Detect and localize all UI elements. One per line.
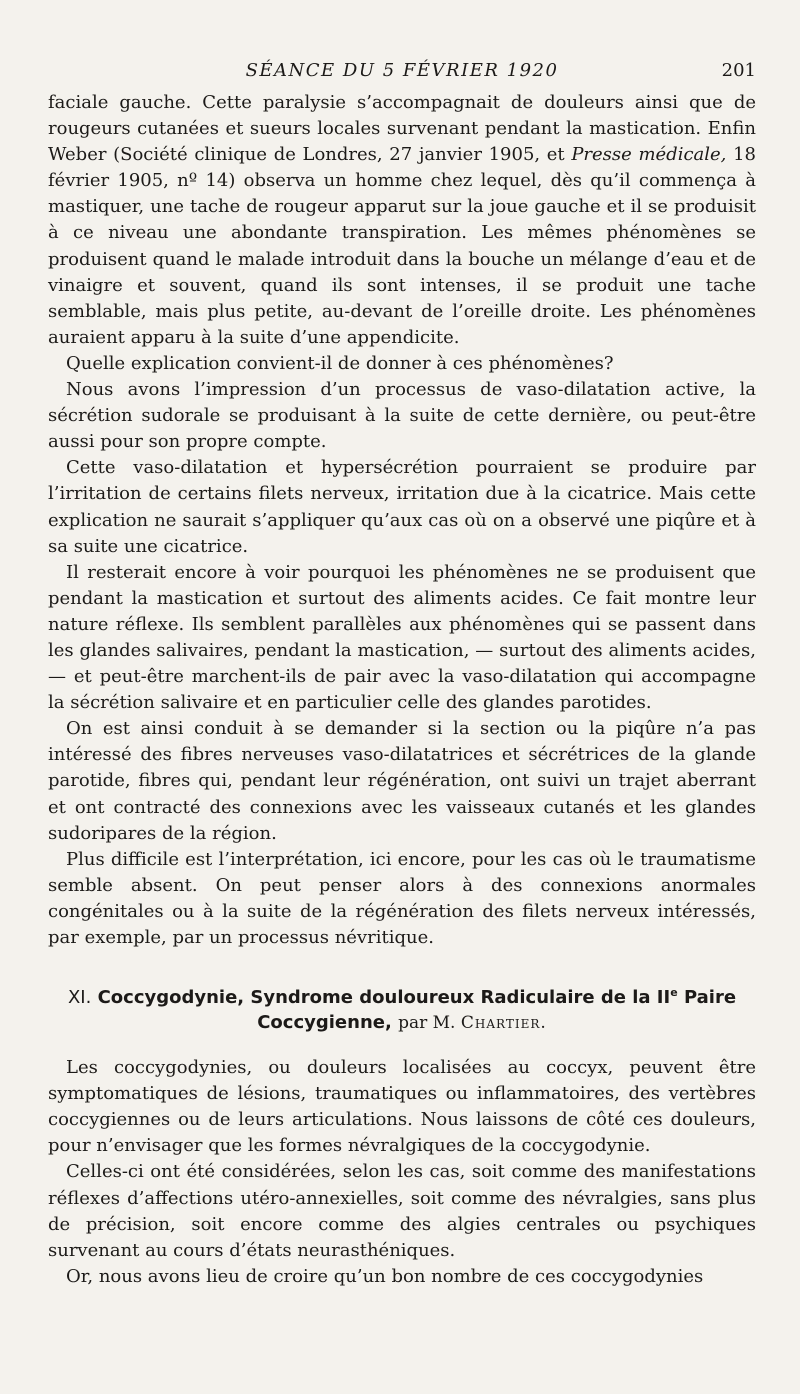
section-title-part1: Coccygodynie, Syndrome douloureux Radiculaire de la II: [97, 987, 671, 1009]
paragraph: Quelle explication convient-il de donner à ces phénomènes?: [66, 352, 614, 374]
journal-title: Presse médicale,: [571, 144, 727, 166]
paragraph: Nous avons l’impression d’un processus de vaso-dilatation active, la sécrétion sudorale se produisant à la suite de cette dernière, ou peut-être aussi pour son propre compte.: [48, 379, 756, 453]
page-number: 201: [721, 60, 756, 81]
paragraph: Plus difficile est l’interprétation, ici encore, pour les cas où le traumatisme semble absent. On peut penser alors à des connexions anormales congénitales ou à la suite de la régénération des filets nerveux intéressés, par exemple, par un processus névritique.: [48, 848, 756, 948]
paragraph: [48, 90, 756, 351]
body-text: [48, 90, 756, 1290]
paragraph-text: 18 février 1905, nº 14) observa un homme chez lequel, dès qu’il commença à mastiquer, une tache de rougeur apparut sur la joue gauche et il se produisit à ce niveau une abondante transpiration. Les mêmes phénomènes se produisent quand le malade introduit dans la bouche un mélange d’eau et de vinaigre et souvent, quand ils sont intenses, il se produit une tache semblable, mais plus petite, au-devant de l’oreille droite. Les phénomènes auraient apparu à la suite d’une appendicite.: [48, 144, 756, 348]
section-heading: [48, 985, 756, 1036]
paragraph: On est ainsi conduit à se demander si la section ou la piqûre n’a pas intéressé des fibres nerveuses vaso-dilatatrices et sécrétrices de la glande parotide, fibres qui, pendant leur régénération, ont suivi un trajet aberrant et ont contracté des connexions avec les vaisseaux cutanés et les glandes sudoripares de la région.: [48, 718, 756, 844]
paragraph: Cette vaso-dilatation et hypersécrétion pourraient se produire par l’irritation de certains filets nerveux, irritation due à la cicatrice. Mais cette explication ne saurait s’appliquer qu’aux cas où on a observé une piqûre et à sa suite une cicatrice.: [48, 457, 756, 557]
paragraph: Celles-ci ont été considérées, selon les cas, soit comme des manifestations réflexes d’affections utéro-annexielles, soit comme des névralgies, sans plus de précision, soit encore comme des algies centrales ou psychiques survenant au cours d’états neurasthéniques.: [48, 1161, 756, 1261]
section-number: XI.: [67, 987, 92, 1009]
paragraph: Or, nous avons lieu de croire qu’un bon nombre de ces coccygodynies: [66, 1265, 704, 1287]
paragraph-text: faciale gauche. Cette paralysie s’accompagnait de douleurs ainsi que de rougeurs cutanées et sueurs locales survenant pendant la mastication. Enfin Weber (Société clinique de Londres, 27 janvier 1905, et: [48, 92, 756, 166]
section-title-line2: Coccygienne,: [257, 1012, 392, 1034]
paragraph: Il resterait encore à voir pourquoi les phénomènes ne se produisent que pendant la mastication et surtout des aliments acides. Ce fait montre leur nature réflexe. Ils semblent parallèles aux phénomènes qui se passent dans les glandes salivaires, pendant la mastication, — surtout des aliments acides, — et peut-être marchent-ils de pair avec la vaso-dilatation qui accompagne la sécrétion salivaire et en particulier celle des glandes parotides.: [48, 561, 756, 714]
section-author: Chartier.: [460, 1013, 547, 1034]
section-title-superscript: e: [670, 986, 678, 1000]
paragraph: Les coccygodynies, ou douleurs localisées au coccyx, peuvent être symptomatiques de lésions, traumatiques ou inflammatoires, des vertèbres coccygiennes ou de leurs articulations. Nous laissons de côté ces douleurs, pour n’envisager que les formes névralgiques de la coccygodynie.: [48, 1057, 756, 1157]
section-by: par M.: [398, 1013, 456, 1034]
section-byline: [398, 1013, 547, 1033]
running-title: SÉANCE DU 5 FÉVRIER 1920: [245, 60, 559, 81]
page-header: [48, 60, 756, 86]
section-title-part2: Paire: [677, 987, 737, 1009]
